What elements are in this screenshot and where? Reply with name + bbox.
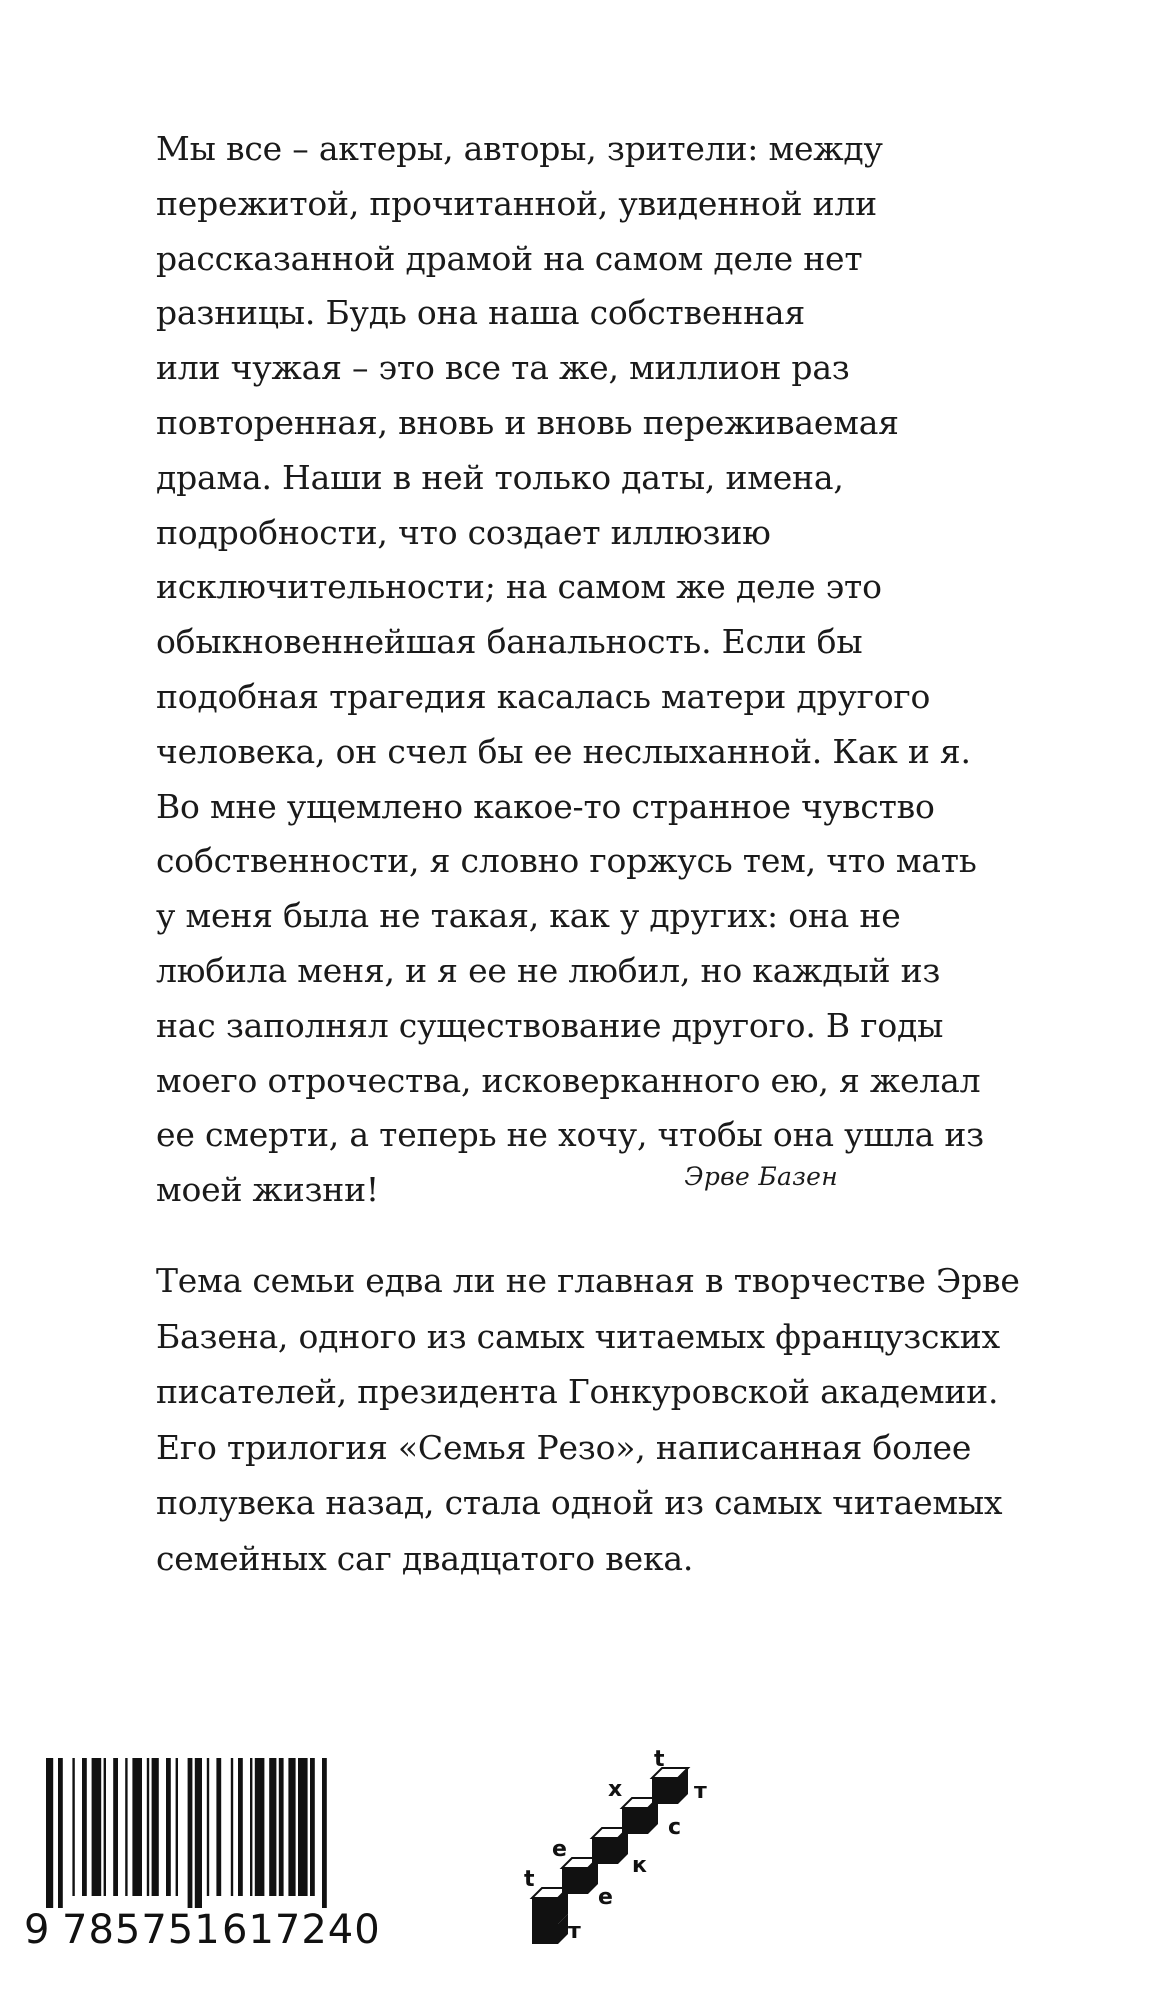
barcode-bar	[310, 1758, 315, 1896]
quote-line: обыкновеннейшая банальность. Если бы	[156, 622, 863, 662]
barcode-bar	[58, 1758, 63, 1908]
quote-line: ее смерти, а теперь не хочу, чтобы она ушла из	[156, 1115, 984, 1155]
barcode-bar	[72, 1758, 74, 1896]
barcode-bar	[113, 1758, 118, 1896]
barcode-bar	[269, 1758, 276, 1896]
description-line: Его трилогия «Семья Резо», написанная более	[156, 1427, 972, 1467]
description-line: Базена, одного из самых читаемых французских	[156, 1316, 1000, 1356]
quote-line: подобная трагедия касалась матери другого	[156, 676, 931, 716]
barcode-bar	[104, 1758, 106, 1896]
quote-line: подробности, что создает иллюзию	[156, 512, 771, 552]
quote-line: нас заполнял существование другого. В годы	[156, 1005, 944, 1045]
barcode-bar	[82, 1758, 87, 1896]
barcode-bar	[125, 1758, 127, 1896]
barcode-bar	[231, 1758, 233, 1896]
logo-letter-te-cyr: т	[694, 1779, 707, 1804]
logo-letter-es-cyr: с	[668, 1815, 682, 1840]
barcode-bar	[147, 1758, 149, 1896]
publisher-logo-staircase	[518, 1748, 718, 1968]
barcode-bar	[176, 1758, 178, 1896]
quote-line: или чужая – это все та же, миллион раз	[156, 348, 850, 388]
barcode-bar	[216, 1758, 221, 1896]
quote-line: повторенная, вновь и вновь переживаемая	[156, 402, 899, 442]
quote-line: моего отрочества, исковерканного ею, я желал	[156, 1060, 981, 1100]
quote-line: собственности, я словно горжусь тем, что мать	[156, 841, 977, 881]
description-line: писателей, президента Гонкуровской академии.	[156, 1372, 999, 1411]
logo-letter-t-top: t	[654, 1748, 665, 1772]
quote-line: Мы все – актеры, авторы, зрители: между	[156, 129, 883, 168]
logo-letter-x: x	[608, 1777, 623, 1802]
quote-attribution: Эрве Базен	[684, 1162, 838, 1191]
quote-line: любила меня, и я ее не любил, но каждый из	[156, 950, 941, 990]
barcode-bar	[279, 1758, 284, 1896]
quote-line: пережитой, прочитанной, увиденной или	[156, 183, 877, 223]
logo-letter-t: t	[524, 1867, 535, 1892]
quote-line: исключительности; на самом же деле это	[156, 567, 882, 607]
quote-line: драма. Наши в ней только даты, имена,	[156, 457, 844, 497]
barcode-bar	[166, 1758, 171, 1896]
barcode-bar	[288, 1758, 295, 1896]
quote-line: разницы. Будь она наша собственная	[156, 293, 805, 333]
quote-line: у меня была не такая, как у других: она не	[156, 896, 901, 936]
barcode-bar	[152, 1758, 159, 1896]
barcode-bars	[22, 1758, 402, 1908]
isbn-digit-prefix: 9	[24, 1907, 51, 1953]
barcode-bar	[132, 1758, 142, 1896]
barcode-bar	[298, 1758, 308, 1896]
logo-letter-te-cyr-bottom: т	[568, 1919, 581, 1944]
publisher-logo	[518, 1748, 718, 1968]
isbn-digit-group-left: 785751	[62, 1907, 221, 1953]
description-line: семейных саг двадцатого века.	[156, 1538, 694, 1578]
book-description	[156, 1253, 1020, 1586]
quote-text	[156, 122, 984, 1218]
barcode-bar	[250, 1758, 252, 1896]
barcode-bar	[207, 1758, 209, 1896]
barcode-bar	[46, 1758, 53, 1908]
barcode-bar	[92, 1758, 102, 1896]
quote-line: рассказанной драмой на самом деле нет	[156, 238, 863, 278]
barcode-bar	[238, 1758, 243, 1896]
barcode-bar	[195, 1758, 202, 1908]
barcode-bar	[322, 1758, 327, 1908]
logo-letter-e: e	[552, 1837, 567, 1862]
isbn-digit-group-right: 617240	[222, 1907, 381, 1953]
barcode-bar	[255, 1758, 265, 1896]
isbn-digits	[24, 1908, 396, 1952]
logo-letter-ka-cyr: к	[632, 1853, 647, 1878]
quote-line: человека, он счел бы ее неслыханной. Как и я.	[156, 731, 971, 771]
quote-line: моей жизни!	[156, 1170, 379, 1210]
quote-line: Во мне ущемлено какое-то странное чувство	[156, 786, 935, 826]
barcode-bar	[188, 1758, 193, 1908]
description-line: Тема семьи едва ли не главная в творчестве Эрве	[156, 1261, 1020, 1300]
logo-letter-ie-cyr: е	[598, 1885, 613, 1910]
description-line: полувека назад, стала одной из самых читаемых	[156, 1483, 1003, 1522]
